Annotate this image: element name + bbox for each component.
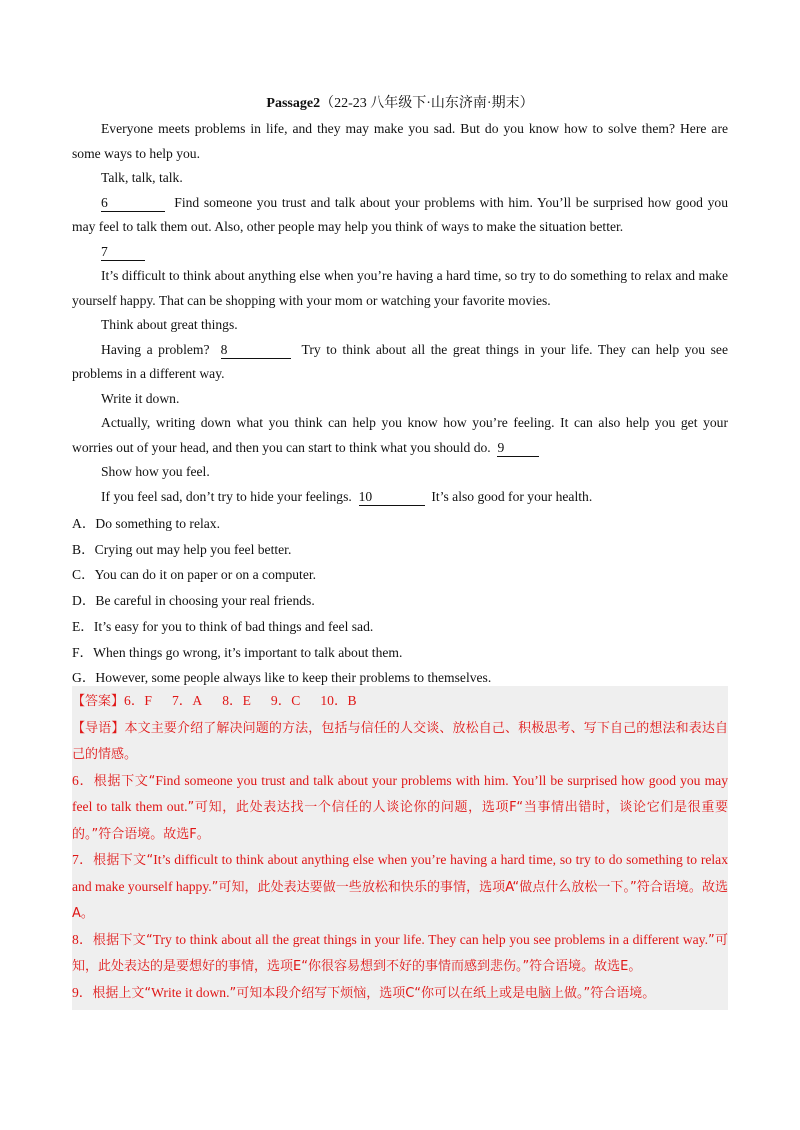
explanation-post: ”可知，此处表达要做一些放松和快乐的事情，选项A“做点什么放松一下。”符合语境。故选A。 xyxy=(72,879,728,921)
guide-text: 本文主要介绍了解决问题的方法，包括与信任的人交谈、放松自己、积极思考、写下自己的想法和表达自己的情感。 xyxy=(72,720,728,762)
options-list xyxy=(72,511,728,691)
paragraph-think-a: Having a problem? xyxy=(101,341,210,357)
explanation-7 xyxy=(72,847,728,927)
blank-7[interactable]: 7 xyxy=(101,243,145,261)
guide-label: 【导语】 xyxy=(72,720,125,736)
explanation-num: 6． xyxy=(72,772,94,788)
option-c: C．You can do it on paper or on a computer. xyxy=(72,567,317,583)
answer-8: 8．E xyxy=(222,693,251,708)
heading-write: Write it down. xyxy=(101,390,180,406)
paragraph-think-b: Try to think about all the great things in your life. They can help you see problems in a different way. xyxy=(72,341,729,381)
paragraph-write xyxy=(72,411,728,460)
blank-10[interactable]: 10 xyxy=(359,488,425,506)
option-d: D．Be careful in choosing your real friends. xyxy=(72,593,315,609)
explanation-num: 9． xyxy=(72,984,93,1000)
paragraph-show-a: If you feel sad, don’t try to hide your feelings. xyxy=(101,488,352,504)
option-b: B．Crying out may help you feel better. xyxy=(72,541,292,557)
heading-show: Show how you feel. xyxy=(101,464,210,479)
answer-section xyxy=(72,686,728,1010)
explanation-quote: Try to think about all the great things in your life. They can help you see problems in a different way. xyxy=(152,931,708,947)
option-f: F．When things go wrong, it’s important to talk about them. xyxy=(72,644,403,660)
explanation-pre: 根据下文“ xyxy=(92,932,153,948)
paragraph-write-text: Actually, writing down what you think can help you know how you’re feeling. It can also help you get your worries out of your head, and then you can start to think what you should do. xyxy=(72,415,728,455)
paragraph-show-b: It’s also good for your health. xyxy=(431,488,593,504)
explanation-pre: 根据上文“ xyxy=(92,985,152,1001)
explanation-post: ”可知，此处表达找一个信任的人谈论你的问题，选项F“当事情出错时，谈论它们是很重要的。”符合语境。故选F。 xyxy=(72,800,728,842)
explanation-pre: 根据下文“ xyxy=(93,773,156,789)
answer-label: 【答案】 xyxy=(72,694,125,709)
explanation-quote: It’s difficult to think about anything else when you’re having a hard time, so try to do something to relax and make yourself happy. xyxy=(72,852,728,894)
explanation-pre: 根据下文“ xyxy=(93,853,154,868)
option-g: G．However, some people always like to keep their problems to themselves. xyxy=(72,670,492,686)
explanation-num: 8． xyxy=(72,931,93,947)
explanation-num: 7． xyxy=(72,852,94,867)
option-e: E．It’s easy for you to think of bad things and feel sad. xyxy=(72,618,374,634)
paragraph-think xyxy=(72,338,728,387)
answer-7: 7．A xyxy=(171,693,203,708)
heading-talk: Talk, talk, talk. xyxy=(101,170,183,185)
passage-source: （22-23 八年级下·山东济南·期末） xyxy=(320,96,534,111)
passage-title xyxy=(0,95,800,113)
explanation-6 xyxy=(72,768,728,848)
paragraph-relax: It’s difficult to think about anything else when you’re having a hard time, so try to do something to relax and make yourself happy. That can be shopping with your mom or watching your favorite movies. xyxy=(72,268,728,308)
blank-6[interactable]: 6 xyxy=(101,194,165,212)
paragraph-talk-text: Find someone you trust and talk about your problems with him. You’ll be surprised how good you may feel to talk them out. Also, other people may help you think of ways to make the situation better. xyxy=(72,194,728,234)
option-a: A．Do something to relax. xyxy=(72,516,220,531)
blank-8[interactable]: 8 xyxy=(221,341,291,359)
blank-9[interactable]: 9 xyxy=(497,439,539,457)
explanation-9 xyxy=(72,980,728,1007)
heading-think: Think about great things. xyxy=(101,317,238,332)
explanation-post: ”可知本段介绍写下烦恼，选项C“你可以在纸上或是电脑上做。”符合语境。 xyxy=(229,985,656,1001)
answer-9: 9．C xyxy=(270,693,301,708)
heading-blank-7 xyxy=(72,240,728,265)
answer-line xyxy=(72,688,728,715)
passage-intro: Everyone meets problems in life, and they may make you sad. But do you know how to solve them? Here are some ways to help you. xyxy=(72,121,728,161)
passage-title-bold: Passage2 xyxy=(266,96,321,111)
passage-body xyxy=(72,117,728,691)
paragraph-talk xyxy=(72,191,728,240)
guide-paragraph xyxy=(72,715,728,768)
explanation-post: ”可知，此处表达的是要想好的事情，选项E“你很容易想到不好的事情而感到悲伤。”符合语境。故选E。 xyxy=(72,932,728,974)
explanation-quote: Find someone you trust and talk about your problems with him. You’ll be surprised how good you may feel to talk them out. xyxy=(72,772,728,814)
answer-10: 10．B xyxy=(320,693,357,708)
explanation-8 xyxy=(72,927,728,980)
answer-6: 6．F xyxy=(124,693,152,708)
paragraph-show xyxy=(72,485,728,510)
explanation-quote: Write it down. xyxy=(151,984,230,1000)
